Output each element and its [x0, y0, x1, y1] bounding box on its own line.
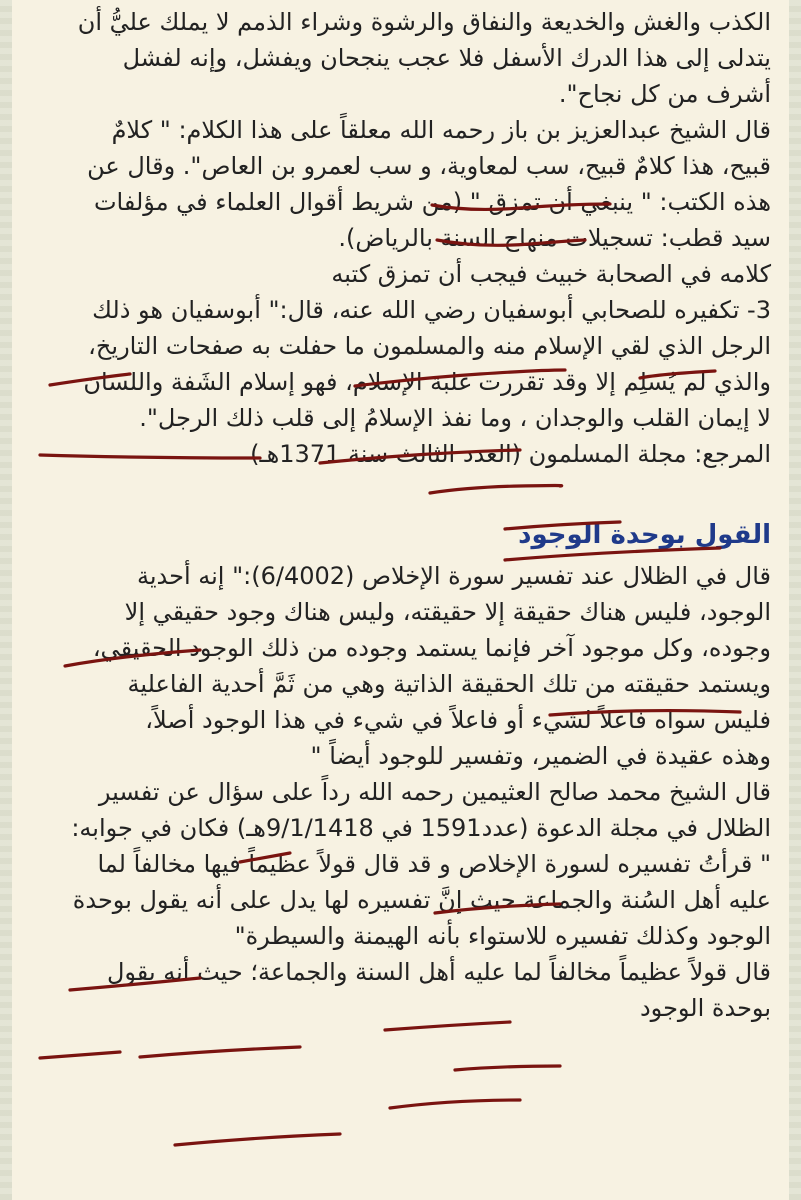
- text-line: لا إيمان القلب والوجدان ، وما نفذ الإسلامُ إلى قلب ذلك الرجل".: [139, 404, 771, 432]
- text-line: قبيح، هذا كلامٌ قبيح، سب لمعاوية، و سب لعمرو بن العاص". وقال عن: [87, 152, 771, 180]
- text-line: يتدلى إلى هذا الدرك الأسفل فلا عجب ينجحان ويفشل، وإنه لفشل: [122, 44, 771, 72]
- underline-mark: [40, 1052, 120, 1058]
- paragraph-gap: [30, 472, 771, 512]
- section-heading: القول بوحدة الوجود: [518, 520, 771, 550]
- underline-mark: [140, 1047, 300, 1057]
- text-line: أشرف من كل نجاح".: [558, 80, 771, 108]
- text-line: ويستمد حقيقته من تلك الحقيقة الذاتية وهي من ثَمَّ أحدية الفاعلية: [127, 670, 771, 698]
- text-line: الوجود، فليس هناك حقيقة إلا حقيقته، وليس هناك وجود حقيقي إلا: [124, 598, 771, 626]
- text-line: المرجع: مجلة المسلمون (العدد الثالث سنة 1371هـ): [250, 440, 771, 468]
- text-line: الكذب والغش والخديعة والنفاق والرشوة وشراء الذمم لا يملك عليُّ أن: [77, 8, 771, 36]
- document-text: [30, 0, 771, 1026]
- text-line: كلامه في الصحابة خبيث فيجب أن تمزق كتبه: [331, 260, 771, 288]
- text-line: قال الشيخ عبدالعزيز بن باز رحمه الله معلقاً على هذا الكلام: " كلامٌ: [111, 116, 771, 144]
- text-line: الرجل الذي لقي الإسلام منه والمسلمون ما حفلت به صفحات التاريخ،: [88, 332, 771, 360]
- text-line: هذه الكتب: " ينبغي أن تمزق " (من شريط أقوال العلماء في مؤلفات: [93, 188, 771, 216]
- text-line: وجوده، وكل موجود آخر فإنما يستمد وجوده من ذلك الوجود الحقيقي،: [92, 634, 771, 662]
- text-line: عليه أهل السُنة والجماعة حيث إنَّ تفسيره لها يدل على أنه يقول بوحدة: [72, 886, 771, 914]
- text-line: قال الشيخ محمد صالح العثيمين رحمه الله رداً على سؤال عن تفسير: [98, 778, 771, 806]
- text-line: فليس سواه فاعلاً لشيء أو فاعلاً في شيء في هذا الوجود أصلاً،: [145, 706, 771, 734]
- text-line: وهذه عقيدة في الضمير، وتفسير للوجود أيضاً ": [310, 742, 771, 770]
- page-border-left: [0, 0, 12, 1200]
- text-line: قال قولاً عظيماً مخالفاً لما عليه أهل السنة والجماعة؛ حيث أنه يقول: [106, 958, 771, 986]
- text-line: قال في الظلال عند تفسير سورة الإخلاص (6/4002):" إنه أحدية: [136, 562, 771, 590]
- underline-mark: [455, 1066, 560, 1070]
- text-line: الظلال في مجلة الدعوة (عدد1591 في 9/1/1418هـ) فكان في جوابه:: [71, 814, 771, 842]
- underline-mark: [390, 1100, 520, 1108]
- underline-mark: [175, 1134, 340, 1145]
- text-line: " قرأتُ تفسيره لسورة الإخلاص و قد قال قولاً عظيماً فيها مخالفاً لما: [97, 850, 771, 878]
- text-line: سيد قطب: تسجيلات منهاج السنة بالرياض).: [338, 224, 771, 252]
- page-border-right: [789, 0, 801, 1200]
- text-line: الوجود وكذلك تفسيره للاستواء بأنه الهيمنة والسيطرة": [234, 922, 771, 950]
- text-line: بوحدة الوجود: [639, 994, 771, 1022]
- text-line: 3- تكفيره للصحابي أبوسفيان رضي الله عنه، قال:" أبوسفيان هو ذلك: [92, 296, 771, 324]
- text-line: والذي لم يُسلِم إلا وقد تقررت غلبة الإسلام، فهو إسلام الشَفة واللسان: [83, 368, 771, 396]
